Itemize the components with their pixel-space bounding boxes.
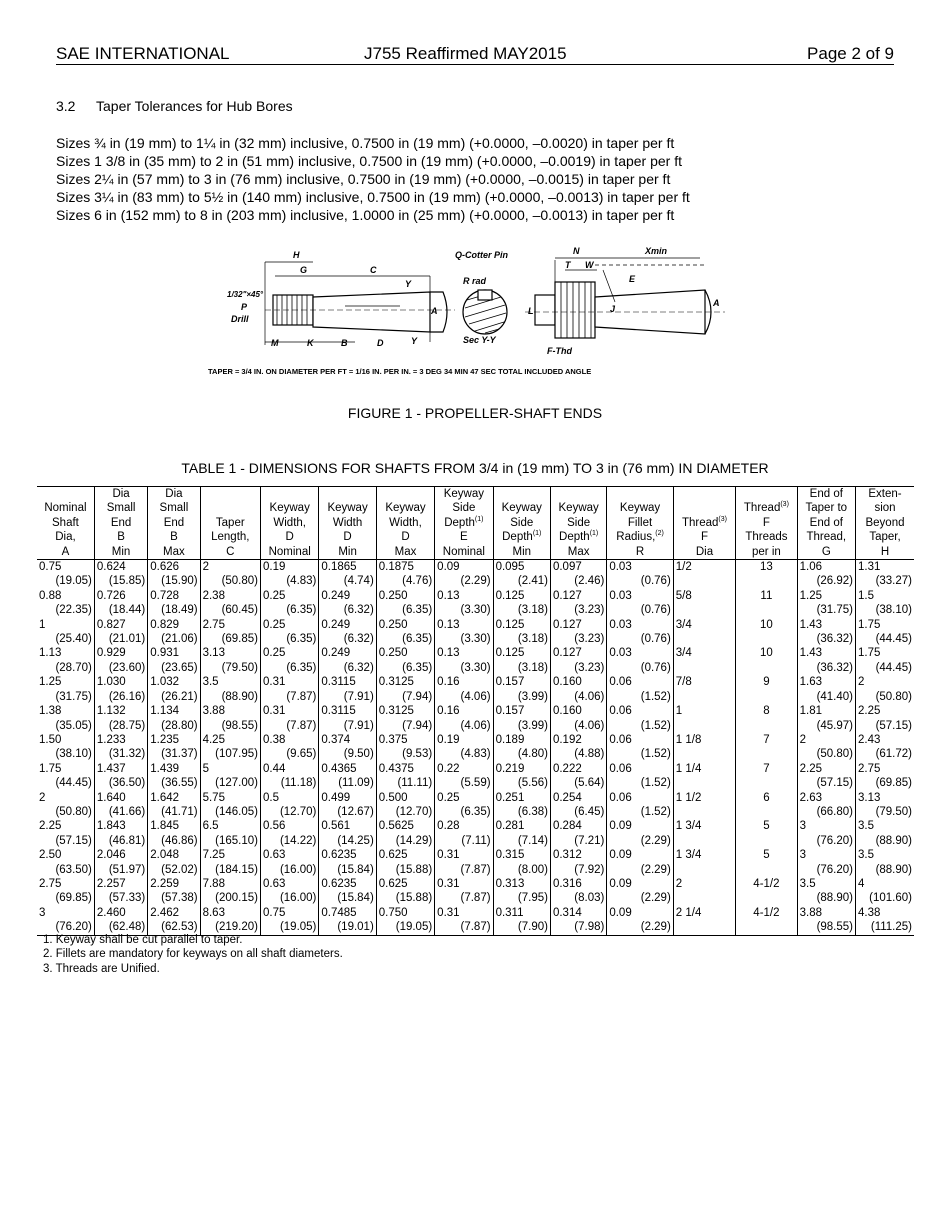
table-cell: 0.44 (11.18) (261, 762, 319, 791)
table-cell: 0.931 (23.65) (148, 646, 200, 675)
table-cell: 1.642 (41.71) (148, 791, 200, 820)
table-cell: 0.63 (16.00) (261, 848, 319, 877)
label-t: T (565, 260, 571, 270)
table-cell: 2 1/4 (673, 906, 735, 935)
size-line: Sizes 6 in (152 mm) to 8 in (203 mm) inclusive, 1.0000 in (25 mm) (+0.0000, –0.0013) in taper per ft (56, 207, 675, 223)
column-header: Dia Small End B Max (148, 487, 200, 560)
table-cell: 0.6235 (15.84) (319, 877, 376, 906)
label-y: Y (405, 279, 412, 289)
label-r-rad: R rad (463, 276, 487, 286)
table-cell: 2.63 (66.80) (797, 791, 855, 820)
table-cell: 0.249 (6.32) (319, 589, 376, 618)
table-cell: 1/2 (673, 560, 735, 589)
table-cell: 0.09 (2.29) (435, 560, 493, 589)
table-cell: 1 1/2 (673, 791, 735, 820)
table-cell: 0.16 (4.06) (435, 704, 493, 733)
table-cell: 0.625 (15.88) (376, 848, 434, 877)
table-cell: 1.439 (36.55) (148, 762, 200, 791)
table-cell: 0.7485 (19.01) (319, 906, 376, 935)
column-header: Nominal Shaft Dia, A (37, 487, 94, 560)
label-b: B (341, 338, 348, 348)
table-cell: 8 (736, 704, 797, 733)
label-h: H (293, 250, 300, 260)
note: 3. Threads are Unified. (43, 962, 160, 975)
shaft-section-drawing (463, 290, 507, 334)
table-cell: 0.827 (21.01) (94, 618, 147, 647)
table-cell: 3/4 (673, 646, 735, 675)
table-cell: 1 (25.40) (39, 618, 92, 646)
table-cell: 10 (736, 646, 797, 675)
table-body (37, 560, 914, 936)
table-cell: 6.5 (165.10) (200, 819, 260, 848)
table-caption: TABLE 1 - DIMENSIONS FOR SHAFTS FROM 3/4 in (19 mm) TO 3 in (76 mm) IN DIAMETER (181, 460, 769, 476)
label-xmin: Xmin (645, 246, 668, 256)
label-d: D (377, 338, 384, 348)
table-cell: 3.5 (88.90) (856, 819, 915, 848)
label-k: K (307, 338, 314, 348)
table-cell: 1.43 (36.32) (797, 618, 855, 647)
size-line: Sizes 3¼ in (83 mm) to 5½ in (140 mm) inclusive, 0.7500 in (19 mm) (+0.0000, –0.0013) in taper per ft (56, 189, 690, 205)
table-cell: 0.249 (6.32) (319, 646, 376, 675)
column-header: Keyway Side Depth$^{(1)}$ E Nominal (435, 487, 493, 560)
table-row (37, 848, 914, 877)
table-row (37, 675, 914, 704)
table-cell: 0.09 (2.29) (607, 877, 673, 906)
table-cell: 4 (101.60) (856, 877, 915, 906)
table-cell: 5.75 (146.05) (200, 791, 260, 820)
label-p: P (241, 302, 248, 312)
table-cell: 10 (736, 618, 797, 647)
table-cell: 0.219 (5.56) (493, 762, 550, 791)
table-cell: 0.3125 (7.94) (376, 675, 434, 704)
table-cell: 2 (50.80) (200, 560, 260, 589)
table-row (37, 704, 914, 733)
table-row (37, 589, 914, 618)
table-cell: 2.38 (60.45) (200, 589, 260, 618)
column-header: Keyway Fillet Radius,$^{(2)}$ R (607, 487, 673, 560)
table-cell: 0.929 (23.60) (94, 646, 147, 675)
table-cell: 2.046 (51.97) (94, 848, 147, 877)
table-cell: 5/8 (673, 589, 735, 618)
table-cell: 2.460 (62.48) (94, 906, 147, 935)
table-cell: 7.25 (184.15) (200, 848, 260, 877)
table-cell: 0.499 (12.67) (319, 791, 376, 820)
table-cell: 0.06 (1.52) (607, 675, 673, 704)
table-cell: 0.314 (7.98) (550, 906, 606, 935)
table-row (37, 618, 914, 647)
table-row (37, 560, 914, 589)
table-cell: 0.25 (6.35) (261, 618, 319, 647)
label-l: L (528, 306, 534, 316)
taper-note: TAPER = 3/4 IN. ON DIAMETER PER FT = 1/16 IN. PER IN. = 3 DEG 34 MIN 47 SEC TOTAL INCLUDED ANGLE (208, 367, 592, 376)
table-row (37, 762, 914, 791)
table-cell: 0.88 (22.35) (39, 589, 92, 617)
table-cell: 9 (736, 675, 797, 704)
footnote-ref: (1) (589, 530, 599, 538)
column-header: Keyway Width D Min (319, 487, 376, 560)
table-cell: 0.31 (7.87) (435, 906, 493, 935)
label-chamfer: 1/32"×45° (227, 290, 264, 299)
label-e: E (629, 274, 636, 284)
table-cell: 1.43 (36.32) (797, 646, 855, 675)
table-cell: 1.50 (38.10) (39, 733, 92, 761)
table-row (37, 646, 914, 675)
table-cell: 0.28 (7.11) (435, 819, 493, 848)
table-cell: 0.750 (19.05) (376, 906, 434, 935)
table-cell: 1 3/4 (673, 819, 735, 848)
table-cell: 1.31 (33.27) (856, 560, 915, 589)
table-cell: 0.160 (4.06) (550, 704, 606, 733)
table-cell: 2.259 (57.38) (148, 877, 200, 906)
table-cell: 0.4365 (11.09) (319, 762, 376, 791)
table-cell: 0.312 (7.92) (550, 848, 606, 877)
table-cell: 0.03 (0.76) (607, 589, 673, 618)
table-cell: 0.25 (6.35) (261, 646, 319, 675)
table-cell: 2.462 (62.53) (148, 906, 200, 935)
table-cell: 0.625 (15.88) (376, 877, 434, 906)
table-cell: 2.25 (57.15) (856, 704, 915, 733)
table-cell: 0.315 (8.00) (493, 848, 550, 877)
label-c: C (370, 265, 377, 275)
header-org: SAE INTERNATIONAL (56, 44, 230, 63)
table-cell: 0.63 (16.00) (261, 877, 319, 906)
table-cell: 1 (673, 704, 735, 733)
size-tolerance-list (56, 134, 690, 224)
table-cell: 0.250 (6.35) (376, 589, 434, 618)
table-cell: 0.4375 (11.11) (376, 762, 434, 791)
table-row (37, 906, 914, 935)
table-row (37, 877, 914, 906)
table-cell: 0.249 (6.32) (319, 618, 376, 647)
label-a: A (431, 306, 438, 316)
table-cell: 0.127 (3.23) (550, 589, 606, 618)
table-cell: 0.316 (8.03) (550, 877, 606, 906)
shaft-right-drawing (525, 258, 725, 338)
column-header: Keyway Width, D Max (376, 487, 434, 560)
table-cell: 1.233 (31.32) (94, 733, 147, 762)
footnote-ref: (3) (718, 515, 727, 523)
table-row (37, 791, 914, 820)
table-cell: 0.13 (3.30) (435, 589, 493, 618)
table-cell: 0.624 (15.85) (94, 560, 147, 589)
table-cell: 0.125 (3.18) (493, 646, 550, 675)
table-cell: 4-1/2 (736, 906, 797, 935)
section-title: Taper Tolerances for Hub Bores (96, 98, 293, 114)
table-cell: 0.561 (14.25) (319, 819, 376, 848)
table-cell: 1.25 (31.75) (797, 589, 855, 618)
table-cell: 0.311 (7.90) (493, 906, 550, 935)
table-cell: 0.09 (2.29) (607, 906, 673, 935)
table-cell: 0.31 (7.87) (261, 704, 319, 733)
table-cell: 0.56 (14.22) (261, 819, 319, 848)
table-cell: 0.13 (3.30) (435, 618, 493, 647)
label-m: M (271, 338, 279, 348)
table-cell: 6 (736, 791, 797, 820)
section-number: 3.2 (56, 98, 76, 114)
table-cell: 1.25 (31.75) (39, 676, 92, 703)
label-a2: A (713, 298, 720, 308)
table-cell: 3.88 (98.55) (200, 704, 260, 733)
table-cell: 5 (736, 848, 797, 877)
table-cell: 1.437 (36.50) (94, 762, 147, 791)
table-cell: 2 (50.80) (39, 791, 92, 818)
table-cell: 0.6235 (15.84) (319, 848, 376, 877)
note: 2. Fillets are mandatory for keyways on all shaft diameters. (43, 948, 343, 961)
table-cell: 0.222 (5.64) (550, 762, 606, 791)
table-cell: 0.31 (7.87) (261, 675, 319, 704)
table-cell: 0.5625 (14.29) (376, 819, 434, 848)
table-cell: 0.3115 (7.91) (319, 704, 376, 733)
table-cell: 4.25 (107.95) (200, 733, 260, 762)
table-cell: 7 (736, 733, 797, 762)
column-header: Keyway Side Depth$^{(1)}$ Min (493, 487, 550, 560)
table-cell: 2 (673, 877, 735, 906)
footnote-ref: (1) (532, 530, 542, 538)
table-cell: 0.16 (4.06) (435, 675, 493, 704)
table-cell: 1.81 (45.97) (797, 704, 855, 733)
table-cell: 0.250 (6.35) (376, 646, 434, 675)
table-cell: 1.75 (44.45) (856, 646, 915, 675)
table-cell: 1.134 (28.80) (148, 704, 200, 733)
table-cell: 3 (76.20) (797, 848, 855, 877)
table-cell: 1.5 (38.10) (856, 589, 915, 618)
table-cell: 0.829 (21.06) (148, 618, 200, 647)
table-cell: 0.06 (1.52) (607, 733, 673, 762)
table-notes (43, 933, 343, 976)
table-cell: 0.75 (19.05) (261, 906, 319, 935)
page-header (56, 44, 894, 65)
column-header: Keyway Side Depth$^{(1)}$ Max (550, 487, 606, 560)
label-drill: Drill (231, 314, 249, 324)
label-cotter-pin: Q-Cotter Pin (455, 250, 508, 260)
table-cell: 5 (127.00) (200, 762, 260, 791)
table-cell: 2.257 (57.33) (94, 877, 147, 906)
column-header: Thread$^{(3)}$ F Threads per in (736, 487, 797, 560)
table-cell: 4.38 (111.25) (856, 906, 915, 935)
table-cell: 7.88 (200.15) (200, 877, 260, 906)
table-cell: 0.192 (4.88) (550, 733, 606, 762)
shaft-left-drawing (265, 262, 455, 345)
table-cell: 0.03 (0.76) (607, 560, 673, 589)
table-cell: 3 (76.20) (37, 906, 94, 935)
table-cell: 0.500 (12.70) (376, 791, 434, 820)
table-cell: 0.19 (4.83) (435, 733, 493, 762)
table-row (37, 733, 914, 762)
table-cell: 0.728 (18.49) (148, 589, 200, 618)
table-cell: 3.5 (88.90) (200, 675, 260, 704)
table-cell: 2.43 (61.72) (856, 733, 915, 762)
table-cell: 0.22 (5.59) (435, 762, 493, 791)
table-cell: 1 3/4 (673, 848, 735, 877)
table-cell: 1.235 (31.37) (148, 733, 200, 762)
table-cell: 0.19 (4.83) (261, 560, 319, 589)
table-cell: 0.3125 (7.94) (376, 704, 434, 733)
table-cell: 0.250 (6.35) (376, 618, 434, 647)
table-cell: 0.626 (15.90) (148, 560, 200, 589)
table-cell: 1.38 (35.05) (39, 705, 92, 732)
label-f-thd: F-Thd (547, 346, 572, 356)
table-cell: 0.726 (18.44) (94, 589, 147, 618)
table-cell: 0.75 (19.05) (39, 561, 92, 588)
table-cell: 0.251 (6.38) (493, 791, 550, 820)
footnote-ref: (2) (655, 530, 664, 538)
size-line: Sizes 1 3/8 in (35 mm) to 2 in (51 mm) inclusive, 0.7500 in (19 mm) (+0.0000, –0.0019) in taper per ft (56, 153, 683, 169)
figure-caption: FIGURE 1 - PROPELLER-SHAFT ENDS (347, 405, 603, 421)
table-cell: 0.127 (3.23) (550, 646, 606, 675)
table-header-row (37, 487, 914, 560)
table-cell: 1.13 (28.70) (39, 647, 92, 674)
footnote-ref: (3) (780, 501, 789, 509)
table-row (37, 819, 914, 848)
table-cell: 0.281 (7.14) (493, 819, 550, 848)
table-cell: 2.75 (69.85) (200, 618, 260, 647)
table-cell: 1 1/8 (673, 733, 735, 762)
table-cell: 1.030 (26.16) (94, 675, 147, 704)
table-cell: 1.843 (46.81) (94, 819, 147, 848)
table-cell: 0.3115 (7.91) (319, 675, 376, 704)
table-cell: 2.25 (57.15) (39, 820, 92, 847)
column-header: Taper Length, C (200, 487, 260, 560)
label-g: G (300, 265, 308, 275)
table-cell: 3/4 (673, 618, 735, 647)
table-cell: 2.75 (69.85) (856, 762, 915, 791)
table-cell: 0.03 (0.76) (607, 618, 673, 647)
column-header: Dia Small End B Min (94, 487, 147, 560)
table-cell: 1.132 (28.75) (94, 704, 147, 733)
table-cell: 2.75 (69.85) (39, 877, 92, 905)
table-cell: 1.75 (44.45) (856, 618, 915, 647)
table-cell: 3 (76.20) (797, 819, 855, 848)
table-cell: 2 (50.80) (856, 675, 915, 704)
label-y2: Y (411, 336, 418, 346)
table-cell: 0.25 (6.35) (261, 589, 319, 618)
table-cell: 0.157 (3.99) (493, 675, 550, 704)
table-cell: 0.160 (4.06) (550, 675, 606, 704)
table-cell: 1.06 (26.92) (797, 560, 855, 589)
table-cell: 13 (736, 560, 797, 589)
table-cell: 0.03 (0.76) (607, 646, 673, 675)
table-cell: 11 (736, 589, 797, 618)
table-cell: 0.095 (2.41) (493, 560, 550, 589)
table-cell: 1.640 (41.66) (94, 791, 147, 820)
propeller-shaft-figure (205, 240, 750, 380)
table-cell: 0.13 (3.30) (435, 646, 493, 675)
table-cell: 0.06 (1.52) (607, 762, 673, 791)
table-cell: 0.5 (12.70) (261, 791, 319, 820)
table-cell: 4-1/2 (736, 877, 797, 906)
dimensions-table (37, 486, 914, 936)
table-cell: 1.845 (46.86) (148, 819, 200, 848)
table-cell: 0.127 (3.23) (550, 618, 606, 647)
table-cell: 1.75 (44.45) (39, 762, 92, 790)
table-cell: 1.63 (41.40) (797, 675, 855, 704)
label-w: W (585, 260, 594, 270)
table-cell: 0.157 (3.99) (493, 704, 550, 733)
table-cell: 3.88 (98.55) (797, 906, 855, 935)
table-cell: 0.1875 (4.76) (376, 560, 434, 589)
label-n: N (573, 246, 580, 256)
header-doc-id: J755 Reaffirmed MAY2015 (364, 44, 567, 63)
table-cell: 0.06 (1.52) (607, 704, 673, 733)
table-cell: 0.374 (9.50) (319, 733, 376, 762)
footnote-ref: (1) (474, 515, 484, 523)
column-header: End of Taper to End of Thread, G (797, 487, 855, 560)
table-cell: 0.25 (6.35) (435, 791, 493, 820)
column-header: Exten- sion Beyond Taper, H (856, 487, 915, 560)
size-line: Sizes 2¼ in (57 mm) to 3 in (76 mm) inclusive, 0.7500 in (19 mm) (+0.0000, –0.0015) in taper per ft (56, 171, 671, 187)
table-cell: 1 1/4 (673, 762, 735, 791)
table-cell: 0.125 (3.18) (493, 589, 550, 618)
section-heading (56, 98, 293, 114)
table-cell: 0.097 (2.46) (550, 560, 606, 589)
table-cell: 0.313 (7.95) (493, 877, 550, 906)
note: 1. Keyway shall be cut parallel to taper. (43, 934, 243, 946)
table-cell: 2.25 (57.15) (797, 762, 855, 791)
table-cell: 2.50 (63.50) (39, 849, 92, 876)
table-cell: 8.63 (219.20) (200, 906, 260, 935)
table-cell: 0.1865 (4.74) (319, 560, 376, 589)
table-cell: 0.09 (2.29) (607, 819, 673, 848)
table-cell: 0.375 (9.53) (376, 733, 434, 762)
table-cell: 7 (736, 762, 797, 791)
table-cell: 3.13 (79.50) (200, 646, 260, 675)
table-cell: 2 (50.80) (797, 733, 855, 762)
table-cell: 0.09 (2.29) (607, 848, 673, 877)
label-j: J (610, 304, 616, 314)
table-cell: 2.048 (52.02) (148, 848, 200, 877)
table-cell: 3.5 (88.90) (856, 848, 915, 877)
table-cell: 3.5 (88.90) (797, 877, 855, 906)
table-cell: 3.13 (79.50) (856, 791, 915, 820)
table-cell: 0.254 (6.45) (550, 791, 606, 820)
table-cell: 0.38 (9.65) (261, 733, 319, 762)
table-cell: 0.31 (7.87) (435, 877, 493, 906)
column-header: Thread$^{(3)}$ F Dia (673, 487, 735, 560)
size-line: Sizes ¾ in (19 mm) to 1¼ in (32 mm) inclusive, 0.7500 in (19 mm) (+0.0000, –0.0020) in taper per ft (56, 135, 675, 151)
table-cell: 0.06 (1.52) (607, 791, 673, 820)
table-cell: 5 (736, 819, 797, 848)
label-sec-yy: Sec Y-Y (463, 335, 496, 345)
column-header: Keyway Width, D Nominal (261, 487, 319, 560)
table-cell: 1.032 (26.21) (148, 675, 200, 704)
table-cell: 7/8 (673, 675, 735, 704)
table-cell: 0.284 (7.21) (550, 819, 606, 848)
table-cell: 0.31 (7.87) (435, 848, 493, 877)
table-cell: 0.189 (4.80) (493, 733, 550, 762)
table-cell: 0.125 (3.18) (493, 618, 550, 647)
header-page-number: Page 2 of 9 (807, 44, 894, 63)
